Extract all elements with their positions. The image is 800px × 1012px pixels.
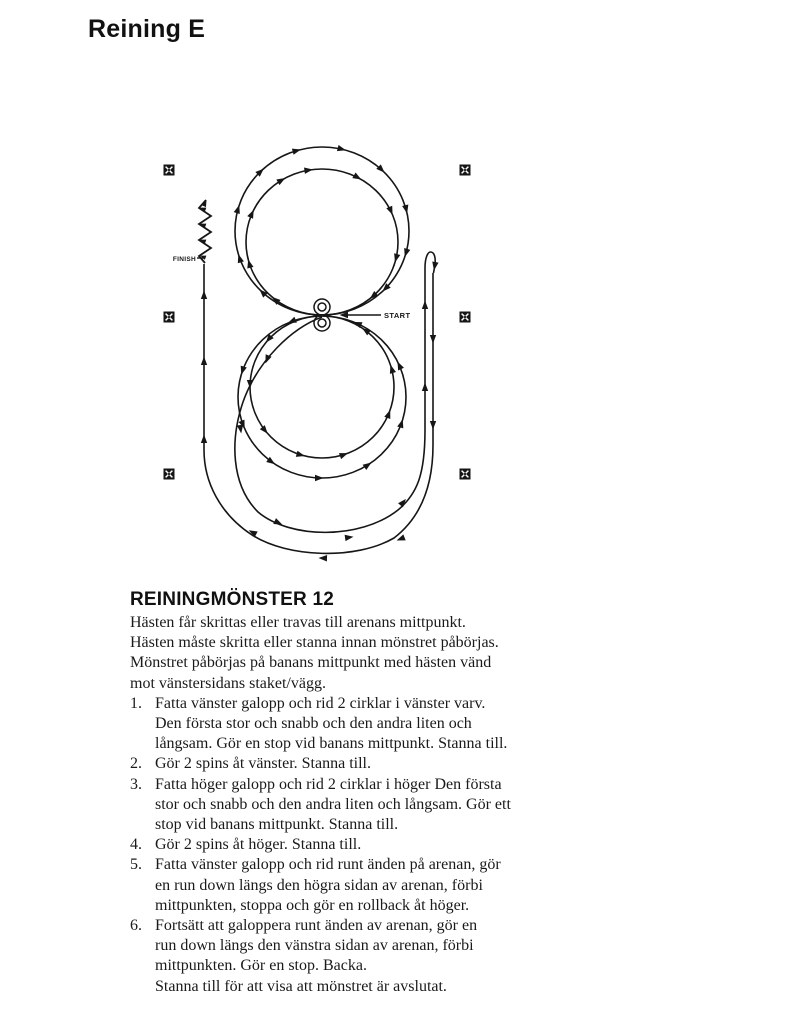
pattern-steps xyxy=(130,694,600,997)
arena-marker-icon xyxy=(460,312,471,323)
pattern-step xyxy=(130,754,600,774)
pattern-step xyxy=(130,855,600,916)
step-number: 2. xyxy=(130,755,142,773)
spin-symbol xyxy=(314,299,330,331)
step-text: Gör 2 spins åt höger. Stanna till. xyxy=(155,836,362,854)
finish-label: FINISH xyxy=(172,256,196,263)
step-text: Fatta vänster galopp och rid runt änden på arenan, gör en run down längs den högra sidan av arenan, förbi mittpunkten, stoppa och gör en rollback åt höger. xyxy=(155,856,501,914)
arena-marker-icon xyxy=(164,312,175,323)
step-text: Fatta vänster galopp och rid 2 cirklar i vänster varv. Den första stor och snabb och den andra liten och långsam. Gör en stop vid banans mittpunkt. Stanna till. xyxy=(155,694,508,753)
bottom-circle-arrows xyxy=(238,317,406,481)
arena-marker-icon xyxy=(460,469,471,480)
run-path-arrows xyxy=(201,291,436,562)
run-path-outer xyxy=(204,264,433,553)
finish-annotation xyxy=(173,256,204,263)
intro-line: Hästen får skrittas eller travas till arenans mittpunkt. xyxy=(130,614,466,631)
step-text: Gör 2 spins åt vänster. Stanna till. xyxy=(155,755,371,773)
circle-path xyxy=(246,169,398,315)
pattern-step xyxy=(130,835,600,855)
run-path-inner xyxy=(235,276,425,532)
intro-line: mot vänstersidans staket/vägg. xyxy=(130,674,326,692)
arena-markers xyxy=(164,165,471,480)
arena-marker-icon xyxy=(164,165,175,176)
rollback-loop xyxy=(425,252,439,276)
page-title: Reining E xyxy=(88,15,206,43)
step-text: Fatta höger galopp och rid 2 cirklar i höger Den första stor och snabb och den andra liten och långsam. Gör ett stop vid banans mittpunkt. Stanna till. xyxy=(155,775,511,834)
bottom-circles xyxy=(238,316,406,478)
pattern-heading: REININGMÖNSTER 12 xyxy=(130,589,334,610)
circle-path xyxy=(235,147,409,315)
pattern-step xyxy=(130,775,600,836)
start-label: START xyxy=(384,311,411,320)
pattern-step xyxy=(130,916,600,997)
pattern-intro xyxy=(130,613,600,694)
circle-path xyxy=(238,316,406,478)
backup-zigzag xyxy=(199,199,211,263)
intro-line: Mönstret påbörjas på banans mittpunkt med hästen vänd xyxy=(130,654,492,672)
step-number: 1. xyxy=(130,694,142,712)
top-circle-arrows xyxy=(234,145,411,305)
arena-marker-icon xyxy=(460,165,471,176)
arena-marker-icon xyxy=(164,469,175,480)
step-number: 3. xyxy=(130,775,142,793)
pattern-description xyxy=(130,589,600,997)
step-text: Fortsätt att galoppera runt änden av arenan, gör en run down längs den vänstra sidan av arenan, förbi mittpunkten. Gör en stop. Backa. Stanna till för att visa att mönstret är avslutat. xyxy=(155,917,478,995)
step-number: 6. xyxy=(130,917,142,935)
intro-line: Hästen måste skritta eller stanna innan mönstret påbörjas. xyxy=(130,634,499,652)
run-around-path xyxy=(204,264,433,553)
start-annotation xyxy=(340,311,411,320)
step-number: 4. xyxy=(130,836,142,854)
top-circles xyxy=(235,147,409,315)
circle-path xyxy=(250,316,394,458)
step-number: 5. xyxy=(130,856,142,874)
pattern-step xyxy=(130,694,600,755)
